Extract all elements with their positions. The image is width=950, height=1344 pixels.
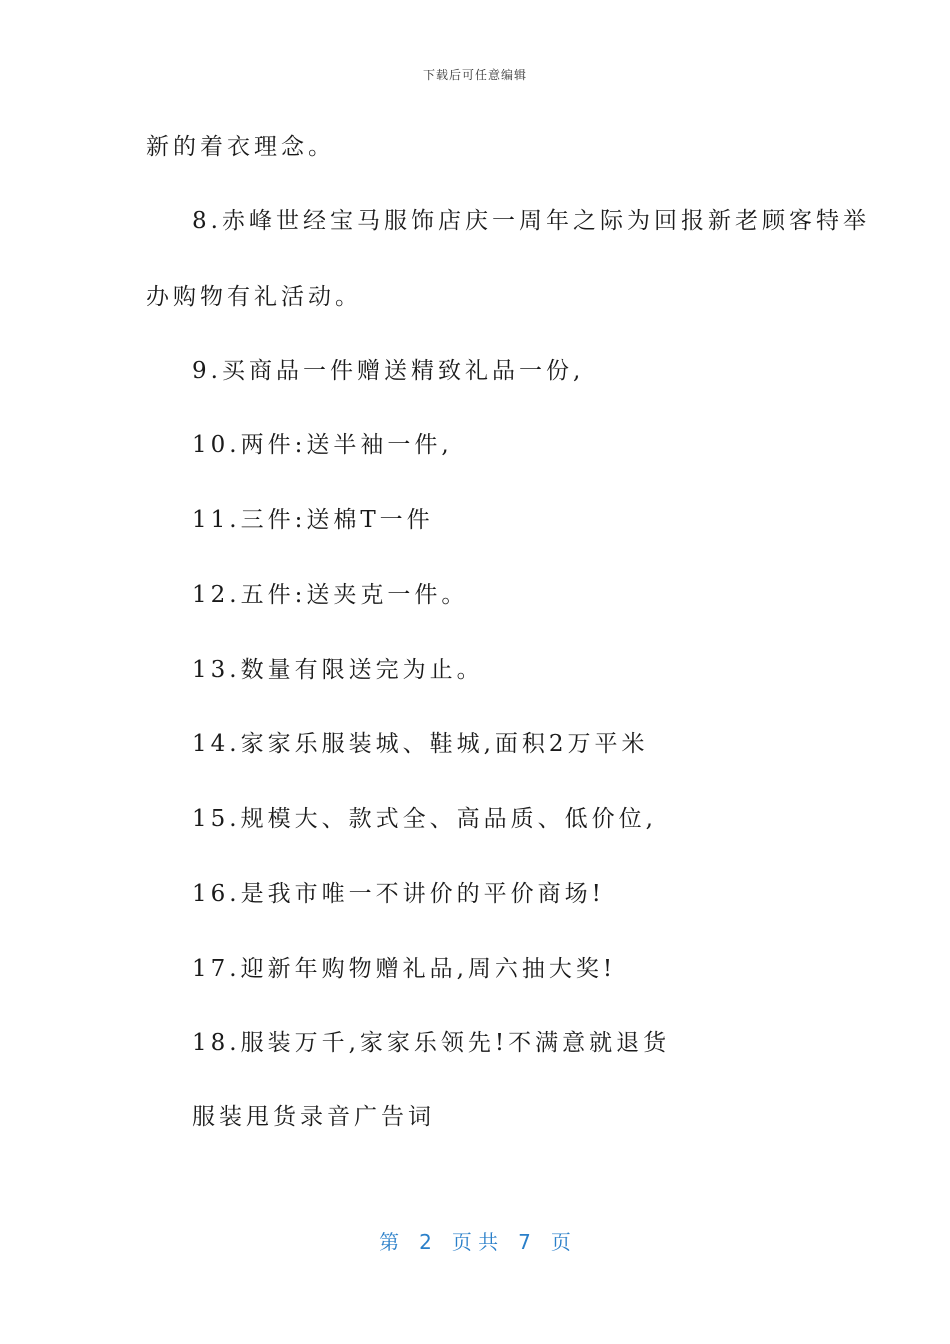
page-label-prefix: 第 — [379, 1230, 400, 1254]
text-line: 17.迎新年购物赠礼品,周六抽大奖! — [192, 956, 617, 982]
text-line: 新的着衣理念。 — [146, 134, 335, 160]
text-line: 16.是我市唯一不讲价的平价商场! — [192, 881, 605, 907]
total-pages: 7 — [518, 1230, 531, 1254]
page-label-mid: 页 共 — [451, 1230, 499, 1254]
text-line: 12.五件:送夹克一件。 — [192, 582, 469, 608]
page-label-suffix: 页 — [550, 1230, 571, 1254]
text-line: 18.服装万千,家家乐领先!不满意就退货 — [192, 1030, 671, 1056]
text-line: 办购物有礼活动。 — [146, 284, 362, 310]
text-line: 服装甩货录音广告词 — [192, 1104, 435, 1130]
text-line: 11.三件:送棉T一件 — [192, 507, 434, 533]
text-line: 9.买商品一件赠送精致礼品一份, — [192, 358, 585, 384]
text-line: 14.家家乐服装城、鞋城,面积2万平米 — [192, 731, 649, 757]
text-line: 15.规模大、款式全、高品质、低价位, — [192, 806, 657, 832]
text-line: 8.赤峰世经宝马服饰店庆一周年之际为回报新老顾客特举 — [192, 208, 870, 234]
text-line: 13.数量有限送完为止。 — [192, 657, 484, 683]
text-line: 10.两件:送半袖一件, — [192, 432, 453, 458]
page-header: 下载后可任意编辑 — [422, 68, 527, 82]
page-number — [0, 1226, 950, 1255]
current-page: 2 — [419, 1230, 432, 1254]
